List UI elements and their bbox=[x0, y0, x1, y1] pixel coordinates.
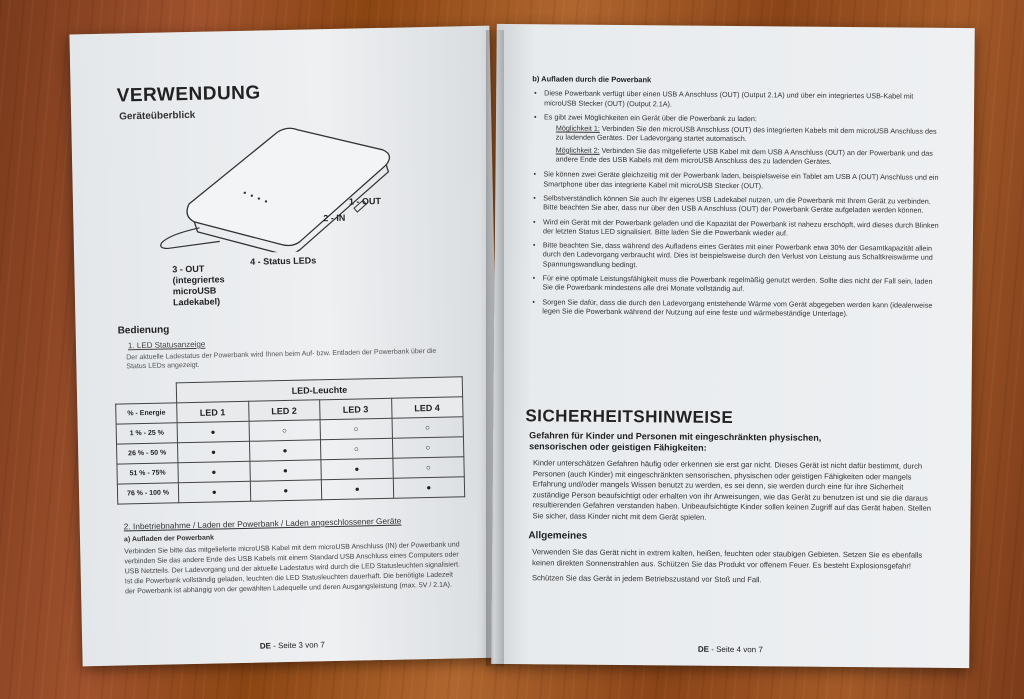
list-item: • Sie können zwei Geräte gleichzeitig mit der Powerbank laden, beispielsweise ein Tablet am USB A (OUT) Anschluss und ein Smartphone über das integrierte Kabel mit microUSB Stecker (OUT). bbox=[531, 170, 943, 192]
table-header-led3: LED 3 bbox=[320, 398, 392, 419]
page-footer-right: DE - Seite 4 von 7 bbox=[697, 644, 763, 655]
general-text-2: Schützen Sie das Gerät in jedem Betriebszustand vor Stoß und Fall. bbox=[531, 573, 762, 585]
page-footer-left: DE - Seite 3 von 7 bbox=[259, 640, 325, 651]
label-status-leds: 4 - Status LEDs bbox=[250, 255, 317, 267]
section-aufladen-powerbank: a) Aufladen der Powerbank bbox=[123, 534, 215, 544]
list-item: • Sorgen Sie dafür, dass die durch den Ladevorgang entstehende Wärme vom Gerät abgegeben werden kann (idealerweise legen Sie die Powerbank während der Nutzung auf eine feste und wärmebeständige Unterlage). bbox=[530, 297, 942, 319]
table-header-led1: LED 1 bbox=[177, 401, 249, 422]
table-row: 51 % - 75% ● ● ● ○ bbox=[117, 457, 464, 484]
list-item: • Für eine optimale Leistungsfähigkeit muss die Powerbank regelmäßig genutzt werden. Sollte dies nicht der Fall sein, laden Sie die Powerbank mindestens alle drei Monate vollständig auf. bbox=[530, 273, 942, 295]
safety-section bbox=[528, 430, 941, 587]
table-group-header: LED-Leuchte bbox=[176, 377, 462, 403]
table-header-led4: LED 4 bbox=[391, 397, 463, 418]
list-item: • Diese Powerbank verfügt über einen USB A Anschluss (OUT) (Output 2.1A) und über ein integriertes USB-Kabel mit microUSB Stecker (OUT) (Output 2.1A). bbox=[532, 89, 944, 111]
general-title: Allgemeines bbox=[528, 530, 588, 542]
right-upper-content bbox=[530, 74, 944, 324]
led-status-text: Der aktuelle Ladestatus der Powerbank wird Ihnen beim Auf- bzw. Entladen der Powerbank über die Status LEDs angezeigt. bbox=[126, 347, 437, 371]
book-gutter bbox=[486, 30, 504, 666]
label-out: 1 - OUT bbox=[348, 195, 382, 207]
led-status-table bbox=[115, 376, 465, 504]
list-item: • Selbstverständlich können Sie auch Ihr eigenes USB Ladekabel nutzen, um die Powerbank mit Ihrem Gerät zu verbinden. Bitte beachten Sie aber, dass nur über den USB A Anschluss (OUT) der Powerbank Geräte aufgeladen werden können. bbox=[531, 193, 943, 215]
label-in: 2 - IN bbox=[323, 212, 346, 224]
table-header-led2: LED 2 bbox=[248, 400, 320, 421]
label-cable-out: 3 - OUT (integriertes microUSB Ladekabel) bbox=[172, 263, 225, 308]
page-title-verwendung: VERWENDUNG bbox=[116, 82, 261, 107]
safety-subtitle: Gefahren für Kinder und Personen mit eingeschränkten physischen, sensorischen oder geistigen Fähigkeiten: bbox=[529, 430, 822, 453]
general-text-1: Verwenden Sie das Gerät nicht in extrem kalten, heißen, feuchten oder staubigen Gebieten. Setzen Sie es ebenfalls keinen direkten Sonnenstrahlen aus. Schützen Sie das Produkt vor offenem Feuer. Es besteht Explosionsgefahr! bbox=[532, 547, 923, 571]
safety-title: SICHERHEITSHINWEISE bbox=[525, 406, 734, 428]
powerbank-illustration bbox=[157, 120, 400, 255]
aufladen-text: Verbinden Sie bitte das mitgelieferte microUSB Kabel mit dem microUSB Anschluss (IN) der Powerbank und verbinden Sie das andere Ende des USB Kabels mit einem Standard USB Anschluss eines Computers oder USB Netzteils. Der Ladevorgang und der aktuelle Ladestatus wird durch die LED Statusleuchten signalisiert. Ist die Powerbank vollständig geladen, leuchten die LED Statusleuchten dauerhaft. Die benötigte Ladezeit der Powerbank ist abhängig von der gewählten Ladequelle und deren Ausgangsleistung (max. 5V / 2.1A). bbox=[124, 541, 461, 596]
table-row: 26 % - 50 % ● ● ○ ○ bbox=[117, 437, 464, 464]
table-row: 1 % - 25 % ● ○ ○ ○ bbox=[116, 417, 463, 444]
table-header-energy: % - Energie bbox=[116, 403, 177, 424]
safety-text: Kinder unterschätzen Gefahren häufig oder erkennen sie erst gar nicht. Dieses Gerät ist nicht dafür bestimmt, durch Personen (auch Kinder) mit eingeschränkten sensorischen, physischen oder geistigen Fähigkeiten oder mangels Erfahrung und/oder mangels Wissen benutzt zu werden, es sei denn, sie werden durch eine für ihre Sicherheit zuständige Person beaufsichtigt oder erhalten von ihr Anweisungen, wie das Gerät zu benutzen ist und sie die daraus resultierenden Gefahren verstanden haben. Unbeaufsichtigte Kinder sollen keinen Zugriff auf das Gerät haben. Stellen Sie sicher, dass Kinder nicht mit dem Gerät spielen. bbox=[532, 458, 932, 522]
table-row: 76 % - 100 % ● ● ● ● bbox=[117, 477, 464, 504]
heading-bedienung: Bedienung bbox=[117, 324, 170, 337]
option-2: Möglichkeit 2: Verbinden Sie das mitgelieferte USB Kabel mit dem USB A Anschluss (OUT) an der Powerbank und das andere Ende des USB Kabels mit dem microUSB Anschluss des zu ladenden Gerätes. bbox=[555, 145, 933, 166]
section-inbetriebnahme: 2. Inbetriebnahme / Laden der Powerbank / Laden angeschlossener Geräte bbox=[123, 515, 402, 532]
list-item: • Es gibt zwei Möglichkeiten ein Gerät über die Powerbank zu laden: bbox=[532, 112, 944, 125]
section-b-title: b) Aufladen durch die Powerbank bbox=[532, 74, 652, 85]
list-item: • Bitte beachten Sie, dass während des Aufladens eines Gerätes mit einer Powerbank etwa 30% der Gesamtkapazität allein durch den Ladevorgang verbraucht wird. Dies ist beispielsweise durch den Verlust von Leistung aus Schaltkreiswärme und Spannungswandlung bedingt. bbox=[531, 240, 943, 271]
device-overview-subtitle: Geräteüberblick bbox=[119, 109, 196, 123]
list-item: • Wird ein Gerät mit der Powerbank geladen und die Kapazität der Powerbank ist nahezu erschöpft, wird dieses durch Blinken der letzten Status LED signalisiert. Bitte laden Sie die Powerbank wieder auf. bbox=[531, 217, 943, 239]
section-led-status: 1. LED Statusanzeige bbox=[127, 339, 206, 351]
manual-page-left bbox=[69, 26, 502, 667]
option-1: Möglichkeit 1: Verbinden Sie den microUSB Anschluss (OUT) des integrierten Kabels mit dem microUSB Anschluss des zu ladenden Gerätes. Der Ladevorgang startet automatisch. bbox=[555, 123, 937, 144]
manual-page-right bbox=[491, 24, 975, 668]
